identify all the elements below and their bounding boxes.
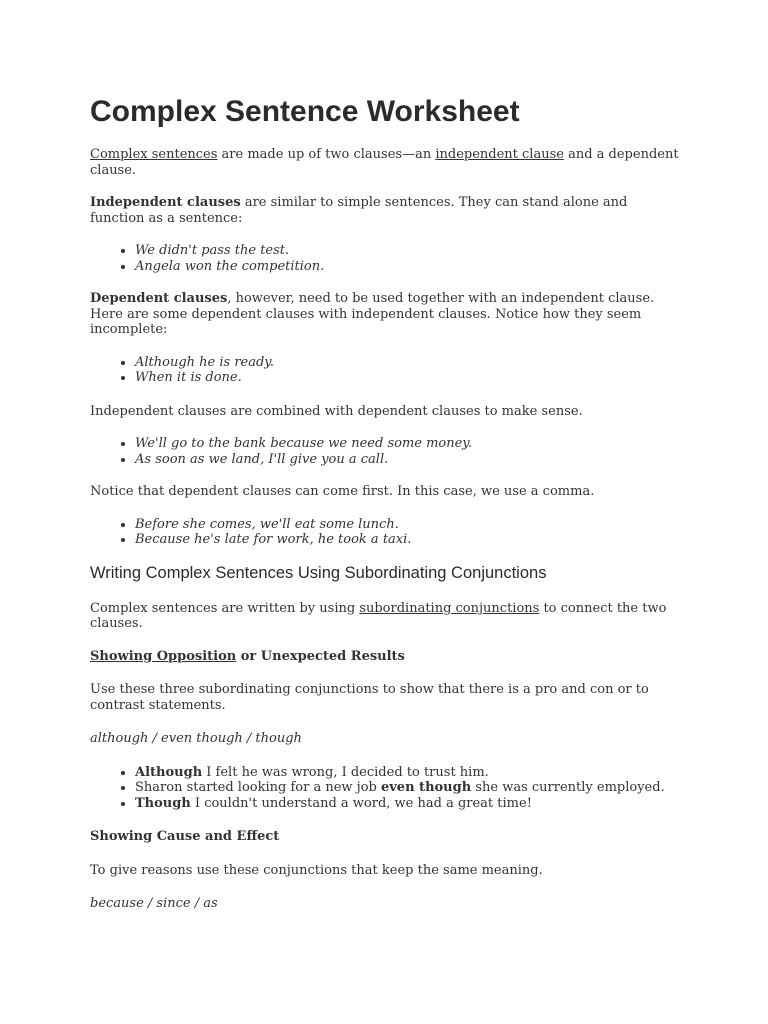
list-item: • We didn't pass the test. — [135, 243, 680, 259]
independent-examples-list — [90, 243, 680, 274]
subordinating-intro-paragraph: Complex sentences are written by using subordinating conjunctions to connect the two clauses. — [90, 600, 667, 631]
opposition-examples-list — [90, 765, 680, 812]
comma-examples-list — [90, 517, 680, 548]
dependent-clauses-paragraph: Dependent clauses, however, need to be used together with an independent clause. Here are some dependent clauses with independent clauses. Notice how they seem incomplete: — [90, 291, 655, 337]
list-item: • Before she comes, we'll eat some lunch. — [135, 517, 680, 533]
independent-clause-link[interactable]: independent clause — [435, 147, 564, 162]
combined-examples-list — [90, 436, 680, 467]
subordinating-conjunctions-link[interactable]: subordinating conjunctions — [359, 600, 540, 616]
list-item: • Though I couldn't understand a word, we had a great time! — [135, 796, 680, 812]
complex-sentences-link[interactable]: Complex sentences — [90, 147, 218, 162]
cause-paragraph: To give reasons use these conjunctions that keep the same meaning. — [90, 862, 543, 878]
list-item: • Because he's late for work, he took a taxi. — [135, 532, 680, 548]
list-item: • We'll go to the bank because we need some money. — [135, 436, 680, 452]
document-body — [90, 95, 680, 912]
opposition-heading: Showing Opposition or Unexpected Results — [90, 648, 405, 664]
list-item: • Angela won the competition. — [135, 259, 680, 275]
intro-paragraph: Complex sentences are made up of two clauses—an independent clause and a dependent clause. — [90, 147, 679, 178]
list-item: • Although I felt he was wrong, I decided to trust him. — [135, 765, 680, 781]
cause-heading: Showing Cause and Effect — [90, 829, 280, 844]
independent-clauses-paragraph: Independent clauses are similar to simple sentences. They can stand alone and function as a sentence: — [90, 195, 628, 226]
list-item: • Although he is ready. — [135, 355, 680, 371]
list-item: • When it is done. — [135, 370, 680, 386]
combined-paragraph: Independent clauses are combined with dependent clauses to make sense. — [90, 403, 583, 419]
list-item: • As soon as we land, I'll give you a call. — [135, 452, 680, 468]
showing-opposition-link[interactable]: Showing Opposition — [90, 648, 237, 664]
list-item: • Sharon started looking for a new job even though she was currently employed. — [135, 780, 680, 796]
opposition-conjunctions: although / even though / though — [90, 731, 302, 746]
cause-conjunctions: because / since / as — [90, 896, 218, 911]
section-heading: Writing Complex Sentences Using Subordinating Conjunctions — [90, 563, 547, 582]
opposition-paragraph: Use these three subordinating conjunctions to show that there is a pro and con or to contrast statements. — [90, 682, 649, 713]
comma-paragraph: Notice that dependent clauses can come first. In this case, we use a comma. — [90, 484, 595, 499]
dependent-examples-list — [90, 355, 680, 386]
page-title: Complex Sentence Worksheet — [90, 95, 520, 128]
